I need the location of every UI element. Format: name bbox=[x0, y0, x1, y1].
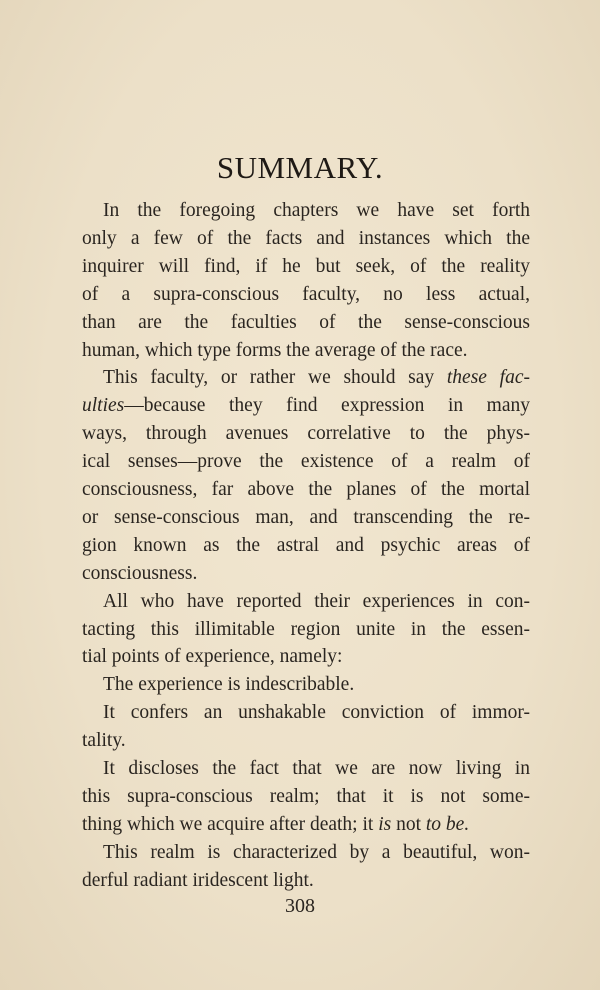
text-segment: inquirer will find, if he but seek, of the reality bbox=[82, 255, 530, 277]
text-line bbox=[103, 755, 530, 783]
italic-text: these fac- bbox=[446, 367, 530, 389]
text-segment: ical senses—prove the existence of a realm of bbox=[82, 451, 530, 473]
text-segment: of a supra-conscious faculty, no less actual, bbox=[82, 283, 530, 305]
text-line bbox=[82, 867, 530, 895]
text-segment: consciousness. bbox=[82, 562, 198, 584]
text-segment: All who have reported their experiences in con- bbox=[103, 590, 530, 612]
page-title: SUMMARY. bbox=[216, 150, 384, 185]
text-segment: It discloses the fact that we are now living in bbox=[103, 758, 530, 779]
text-line bbox=[82, 225, 530, 253]
text-line bbox=[103, 197, 530, 225]
italic-text: ulties bbox=[82, 395, 125, 417]
text-line bbox=[82, 643, 530, 671]
text-line bbox=[82, 783, 530, 811]
text-segment: tacting this illimitable region unite in the essen- bbox=[82, 618, 530, 640]
text-segment: consciousness, far above the planes of the mortal bbox=[82, 479, 530, 500]
text-line bbox=[103, 588, 530, 616]
text-segment: this supra-conscious realm; that it is not some- bbox=[82, 785, 530, 807]
text-segment: derful radiant iridescent light. bbox=[82, 869, 314, 891]
text-segment: The experience is indescribable. bbox=[103, 674, 355, 696]
text-line bbox=[82, 392, 530, 420]
text-segment: In the foregoing chapters we have set forth bbox=[103, 200, 530, 221]
text-line bbox=[82, 560, 530, 588]
text-line bbox=[103, 839, 530, 867]
text-segment: tality. bbox=[82, 730, 126, 752]
text-segment: This realm is characterized by a beautiful, won- bbox=[103, 841, 530, 863]
text-segment: not bbox=[391, 813, 426, 835]
text-segment: human, which type forms the average of the race. bbox=[82, 339, 468, 361]
text-segment: than are the faculties of the sense-conscious bbox=[82, 311, 530, 333]
text-segment: or sense-conscious man, and transcending the re- bbox=[82, 506, 530, 528]
text-line bbox=[82, 727, 530, 755]
text-line bbox=[103, 364, 530, 392]
italic-text: is bbox=[378, 813, 392, 835]
text-segment: tial points of experience, namely: bbox=[82, 646, 343, 668]
text-line bbox=[82, 309, 530, 337]
text-line bbox=[103, 671, 530, 699]
text-segment: ways, through avenues correlative to the phys- bbox=[82, 423, 530, 445]
text-line bbox=[82, 337, 530, 365]
text-segment: —because they find expression in many bbox=[124, 395, 530, 417]
text-line bbox=[103, 699, 530, 727]
page-number: 308 bbox=[285, 895, 315, 917]
italic-text: to be. bbox=[425, 813, 470, 835]
text-line bbox=[82, 476, 530, 504]
text-line bbox=[82, 448, 530, 476]
text-line bbox=[82, 253, 530, 281]
text-line bbox=[82, 420, 530, 448]
text-line bbox=[82, 811, 530, 839]
text-line bbox=[82, 532, 530, 560]
text-line bbox=[82, 504, 530, 532]
text-segment: thing which we acquire after death; it bbox=[82, 813, 379, 835]
text-line bbox=[82, 281, 530, 309]
text-segment: This faculty, or rather we should say bbox=[103, 367, 447, 389]
text-line bbox=[82, 616, 530, 644]
text-segment: only a few of the facts and instances which the bbox=[82, 227, 530, 249]
text-segment: It confers an unshakable conviction of immor- bbox=[103, 702, 530, 724]
text-segment: gion known as the astral and psychic areas of bbox=[82, 534, 530, 556]
